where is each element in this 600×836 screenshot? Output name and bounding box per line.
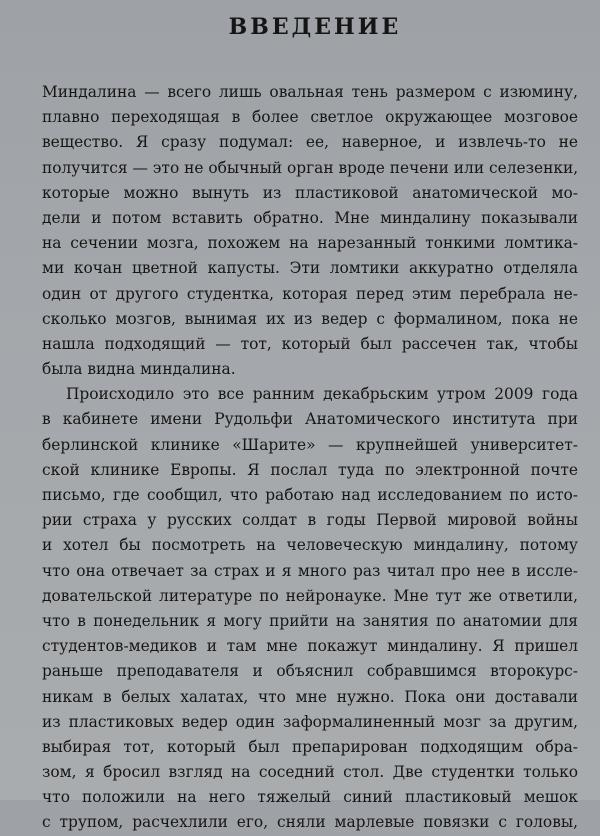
text-line: из пластиковых ведер один заформалиненный мозг за другим, [42, 712, 578, 731]
text-line: рии страха у русских солдат в годы Первой мировой войны [42, 511, 578, 530]
body-text [42, 80, 578, 836]
text-line: раньше преподавателя и объяснил собравшимся второкурс- [42, 662, 578, 681]
chapter-title: ВВЕДЕНИЕ [228, 14, 402, 40]
paragraph-2 [42, 382, 578, 835]
text-line: письмо, где сообщил, что работаю над исследованием по исто- [42, 486, 578, 504]
text-line: что она отвечает за страх и я много раз читал про нее в иссле- [42, 561, 578, 580]
text-line: получится — это не обычный орган вроде печени или селезенки, [42, 158, 579, 177]
text-line: была видна миндалина. [42, 360, 236, 379]
text-line: Миндалина — всего лишь овальная тень размером с изюмину, [42, 83, 578, 101]
text-line: что положили на него тяжелый синий пластиковый мешок [42, 788, 578, 807]
text-line: плавно переходящая в более светлое окружающее мозговое [42, 108, 578, 127]
paragraph-1 [42, 80, 578, 382]
text-line: довательской литературе по нейронауке. Мне тут же ответили, [42, 586, 578, 605]
text-line: один от другого студентка, которая перед этим перебрала не- [42, 284, 578, 303]
text-line: с трупом, расчехлили его, сняли марлевые повязки с головы, [42, 813, 578, 832]
text-line: на сечении мозга, похожем на нарезанный тонкими ломтика- [42, 234, 578, 253]
text-line: Происходило это все ранним декабрьским утром 2009 года [66, 385, 578, 404]
text-line: выбирая тот, который был препарирован подходящим обра- [42, 737, 578, 756]
text-line: которые можно вынуть из пластиковой анатомической мо- [42, 183, 578, 202]
text-line: зом, я бросил взгляд на соседний стол. Две студентки только [42, 763, 578, 782]
text-line: ми кочан цветной капусты. Эти ломтики аккуратно отделяла [42, 259, 578, 278]
text-line: студентов-медиков и там мне покажут миндалину. Я пришел [42, 637, 578, 656]
text-line: никам в белых халатах, что мне нужно. Пока они доставали [42, 687, 578, 706]
text-line: нашла подходящий — тот, который был рассечен так, чтобы [42, 334, 578, 353]
text-line: дели и потом вставить обратно. Мне миндалину показывали [42, 208, 578, 227]
text-line: сколько мозгов, вынимая их из ведер с формалином, пока не [42, 309, 578, 328]
text-line: берлинской клинике «Шарите» — крупнейшей университет- [42, 435, 578, 454]
text-line: в кабинете имени Рудольфи Анатомического института при [42, 410, 578, 429]
text-line: вещество. Я сразу подумал: ее, наверное, и извлечь-то не [42, 133, 578, 152]
text-line: что в понедельник я могу прийти на занятия по анатомии для [42, 611, 578, 630]
text-line: и хотел бы посмотреть на человеческую миндалину, потому [42, 536, 578, 555]
text-line: ской клинике Европы. Я послал туда по электронной почте [42, 460, 578, 479]
